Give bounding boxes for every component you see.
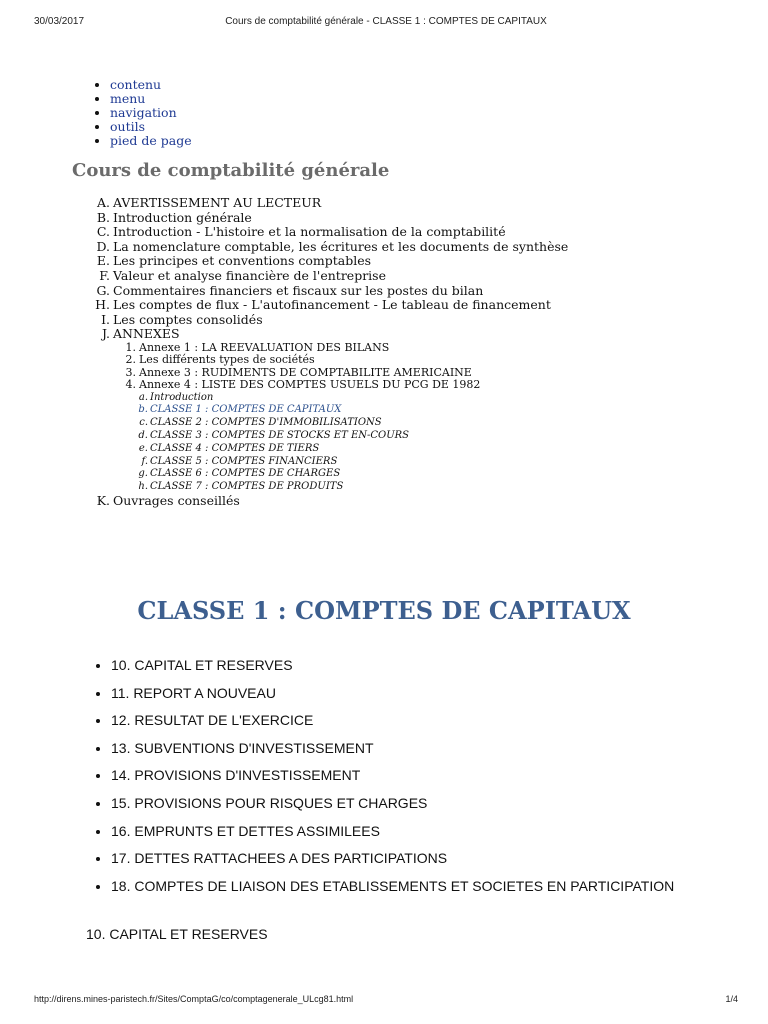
class-marker: b. [138, 404, 148, 416]
toc-item[interactable] [92, 254, 568, 269]
account-item[interactable]: • 11. REPORT A NOUVEAU [111, 684, 697, 702]
skip-link-item [110, 134, 192, 148]
toc-label: AVERTISSEMENT AU LECTEUR [113, 195, 322, 210]
toc-item[interactable] [92, 494, 568, 509]
toc-label: Les comptes consolidés [113, 311, 263, 327]
toc-item[interactable] [92, 313, 568, 328]
class-label: Introduction [150, 391, 214, 403]
toc-marker: E. [96, 253, 110, 269]
toc-label: Commentaires financiers et fiscaux sur les postes du bilan [113, 282, 484, 298]
class-marker: g. [138, 468, 148, 480]
classes-list [112, 392, 568, 494]
toc-item[interactable] [92, 225, 568, 240]
toc-item[interactable] [92, 240, 568, 255]
skip-links [92, 78, 192, 148]
class-label: CLASSE 4 : COMPTES DE TIERS [150, 442, 320, 454]
account-item[interactable]: • 14. PROVISIONS D'INVESTISSEMENT [111, 766, 697, 784]
annex-label: Annexe 4 : LISTE DES COMPTES USUELS DU PCG DE 1982 [139, 378, 481, 392]
toc-marker: F. [99, 267, 110, 283]
account-item[interactable]: • 12. RESULTAT DE L'EXERCICE [111, 711, 697, 729]
account-item[interactable]: • 17. DETTES RATTACHEES A DES PARTICIPATIONS [111, 849, 697, 867]
skip-link-item [110, 78, 192, 92]
toc-marker: D. [96, 238, 110, 254]
annex-label: Annexe 3 : RUDIMENTS DE COMPTABILITE AMERICAINE [139, 365, 472, 379]
annex-marker: 4. [125, 378, 136, 392]
annex-marker: 3. [125, 365, 136, 379]
toc-marker: H. [95, 297, 110, 313]
toc-label: Introduction - L'histoire et la normalisation de la comptabilité [113, 224, 506, 240]
skip-link-navigation[interactable]: navigation [110, 105, 177, 120]
skip-link-item [110, 92, 192, 106]
section-label: CAPITAL ET RESERVES [109, 926, 268, 942]
site-title[interactable]: Cours de comptabilité générale [72, 160, 390, 181]
toc-label: ANNEXES [113, 326, 180, 342]
class-item-current[interactable] [128, 404, 568, 417]
class-marker: f. [141, 455, 148, 467]
toc-label: Ouvrages conseillés [113, 492, 240, 508]
toc-label: La nomenclature comptable, les écritures et les documents de synthèse [113, 238, 569, 254]
toc-label: Les principes et conventions comptables [113, 253, 372, 269]
skip-link-item [110, 120, 192, 134]
class-marker: d. [138, 429, 148, 441]
toc-item-annexes [92, 327, 568, 494]
account-item[interactable]: • 16. EMPRUNTS ET DETTES ASSIMILEES [111, 822, 697, 840]
toc-item[interactable] [92, 298, 568, 313]
toc-item-annexes-link[interactable] [92, 326, 180, 341]
class-item[interactable] [128, 430, 568, 443]
annex-item-4 [112, 379, 568, 494]
class-marker: c. [139, 417, 148, 429]
class-label: CLASSE 7 : COMPTES DE PRODUITS [150, 481, 344, 493]
page-heading: CLASSE 1 : COMPTES DE CAPITAUX [137, 596, 631, 625]
toc-item[interactable] [92, 284, 568, 299]
class-marker: h. [138, 481, 148, 493]
toc-label: Valeur et analyse financière de l'entreprise [113, 267, 386, 283]
skip-link-content[interactable]: contenu [110, 77, 162, 92]
annex-item-4-link[interactable] [112, 378, 480, 391]
account-item[interactable]: • 13. SUBVENTIONS D'INVESTISSEMENT [111, 739, 697, 757]
account-item[interactable]: • 18. COMPTES DE LIAISON DES ETABLISSEMENTS ET SOCIETES EN PARTICIPATION [111, 877, 697, 895]
class-label: CLASSE 6 : COMPTES DE CHARGES [150, 468, 341, 480]
class-item[interactable] [128, 468, 568, 481]
table-of-contents [92, 196, 568, 509]
class-label: CLASSE 2 : COMPTES D'IMMOBILISATIONS [150, 417, 382, 429]
class-marker: e. [138, 442, 148, 454]
class-item[interactable] [128, 417, 568, 430]
class-label: CLASSE 3 : COMPTES DE STOCKS ET EN-COURS [150, 429, 410, 441]
skip-link-footer[interactable]: pied de page [110, 133, 192, 148]
toc-marker: K. [96, 492, 110, 508]
toc-item[interactable] [92, 196, 568, 211]
print-date: 30/03/2017 [34, 16, 85, 27]
toc-marker: C. [96, 224, 110, 240]
accounts-list [94, 656, 697, 904]
skip-link-menu[interactable]: menu [110, 91, 146, 106]
toc-item[interactable] [92, 269, 568, 284]
annex-marker: 2. [125, 353, 136, 367]
toc-marker: I. [101, 311, 110, 327]
print-title: Cours de comptabilité générale - CLASSE 1 : COMPTES DE CAPITAUX [225, 16, 547, 27]
class-label: CLASSE 5 : COMPTES FINANCIERS [150, 455, 338, 467]
skip-link-item [110, 106, 192, 120]
section-number: 10. [86, 926, 106, 942]
class-item[interactable] [128, 392, 568, 405]
class-item[interactable] [128, 456, 568, 469]
toc-item[interactable] [92, 211, 568, 226]
toc-marker: G. [96, 282, 110, 298]
toc-marker: A. [96, 195, 110, 210]
annex-marker: 1. [125, 340, 136, 354]
print-page-number: 1/4 [725, 994, 738, 1004]
annex-label: Annexe 1 : LA REEVALUATION DES BILANS [139, 340, 390, 354]
section-heading-10 [86, 926, 268, 942]
account-item[interactable]: • 15. PROVISIONS POUR RISQUES ET CHARGES [111, 794, 697, 812]
skip-link-tools[interactable]: outils [110, 119, 146, 134]
toc-label: Les comptes de flux - L'autofinancement - Le tableau de financement [113, 297, 551, 313]
class-item[interactable] [128, 443, 568, 456]
print-url: http://direns.mines-paristech.fr/Sites/ComptaG/co/comptagenerale_ULcg81.html [34, 994, 354, 1004]
class-label: CLASSE 1 : COMPTES DE CAPITAUX [150, 404, 342, 416]
annex-label: Les différents types de sociétés [139, 353, 315, 367]
class-marker: a. [138, 391, 148, 403]
annexes-list [92, 342, 568, 494]
toc-marker: B. [96, 209, 110, 225]
toc-label: Introduction générale [113, 209, 252, 225]
account-item[interactable]: • 10. CAPITAL ET RESERVES [111, 656, 697, 674]
toc-marker: J. [101, 326, 110, 342]
